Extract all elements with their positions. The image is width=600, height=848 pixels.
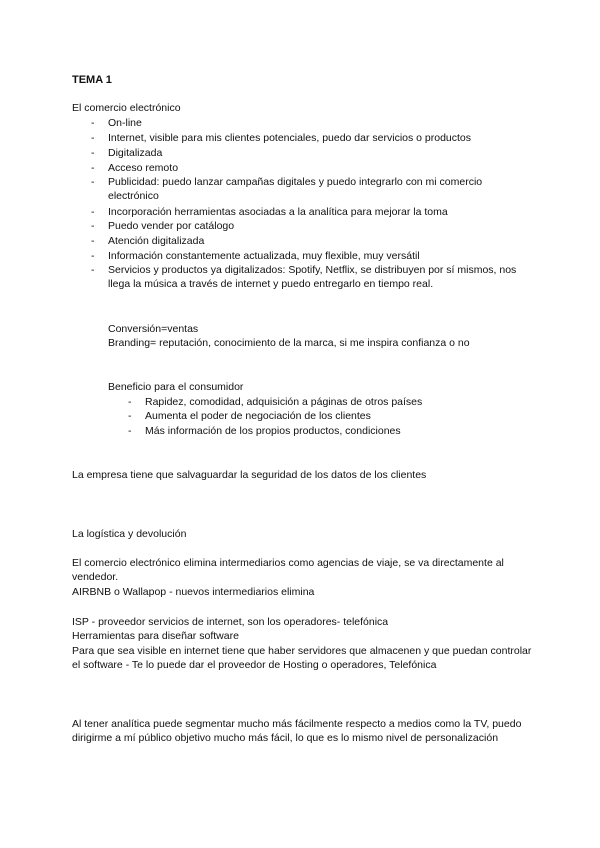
list-item: Atención digitalizada (108, 235, 205, 247)
bullet-dash: - (91, 235, 95, 247)
bullet-dash: - (91, 162, 95, 174)
logistics-examples: AIRBNB o Wallapop - nuevos intermediarios elimina (72, 586, 315, 598)
list-item: Aumenta el poder de negociación de los clientes (145, 410, 371, 422)
list-item: Puedo vender por catálogo (108, 220, 235, 232)
security-text: La empresa tiene que salvaguardar la seguridad de los datos de los clientes (72, 469, 427, 481)
list-item: Digitalizada (108, 147, 163, 159)
analytics-paragraph: Al tener analítica puede segmentar mucho más fácilmente respecto a medios como la TV, puedo dirigirme a mí público objetivo mucho más fácil, lo que es lo mismo nivel de personalización (72, 718, 522, 744)
bullet-dash: - (91, 117, 95, 129)
bullet-dash: - (91, 206, 95, 218)
branding-text: Branding= reputación, conocimiento de la marca, si me inspira confianza o no (108, 337, 470, 349)
bullet-dash: - (128, 396, 132, 408)
bullet-dash: - (91, 220, 95, 232)
logistics-paragraph: El comercio electrónico elimina intermediarios como agencias de viaje, se va directamente al vendedor. (72, 557, 504, 583)
list-item: Internet, visible para mis clientes potenciales, puedo dar servicios o productos (108, 132, 472, 144)
bullet-dash: - (91, 264, 95, 276)
list-item: Incorporación herramientas asociadas a la analítica para mejorar la toma (108, 206, 448, 218)
tools-line: Herramientas para diseñar software (72, 630, 239, 642)
bullet-dash: - (128, 425, 132, 437)
bullet-dash: - (91, 147, 95, 159)
list-item: Publicidad: puedo lanzar campañas digitales y puedo integrarlo con mi comercio electrónico (108, 176, 483, 202)
list-item: Acceso remoto (108, 162, 179, 174)
hosting-paragraph: Para que sea visible en internet tiene que haber servidores que almacenen y que puedan controlar el software - Te lo puede dar el proveedor de Hosting o operadores, Telefónica (72, 645, 532, 671)
conversion-text: Conversión=ventas (108, 323, 199, 335)
bullet-dash: - (91, 132, 95, 144)
page-title: TEMA 1 (72, 74, 112, 86)
section-heading-ecommerce: El comercio electrónico (72, 102, 181, 114)
bullet-dash: - (91, 250, 95, 262)
list-item: Información constantemente actualizada, muy flexible, muy versátil (108, 250, 420, 262)
list-item: Servicios y productos ya digitalizados: Spotify, Netflix, se distribuyen por sí mismos, nos llega la música a través de internet y puedo entregarlo en tiempo real. (108, 264, 517, 290)
isp-line: ISP - proveedor servicios de internet, son los operadores- telefónica (72, 616, 389, 628)
list-item: Más información de los propios productos, condiciones (145, 425, 401, 437)
bullet-dash: - (128, 410, 132, 422)
list-item: On-line (108, 117, 142, 129)
list-item: Rapidez, comodidad, adquisición a páginas de otros países (145, 396, 423, 408)
section-heading-logistics: La logística y devolución (72, 528, 187, 540)
section-heading-benefit: Beneficio para el consumidor (108, 381, 244, 393)
bullet-dash: - (91, 176, 95, 188)
